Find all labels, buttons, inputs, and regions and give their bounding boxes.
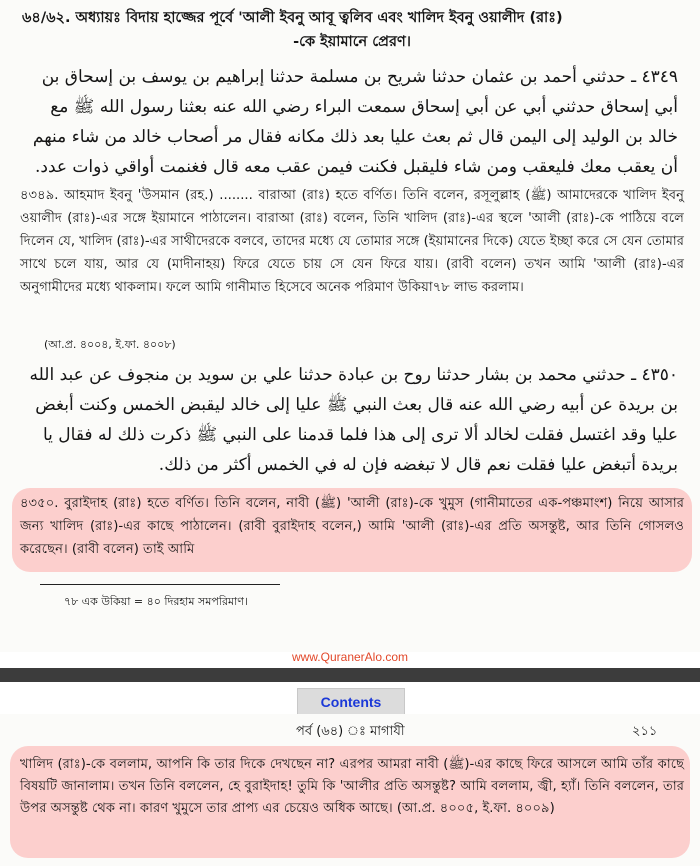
hadith-4350-bangla: ৪৩৫০. বুরাইদাহ (রাঃ) হতে বর্ণিত। তিনি বলেন, নাবী (ﷺ) 'আলী (রাঃ)-কে খুমুস (গানীমাতের এক-পঞ্চমাংশ) নিয়ে আসার জন্য খালিদ (রাঃ)-এর কাছে পাঠালেন। (রাবী বুরাইদাহ বলেন,) আমি 'আলী (রাঃ)-এর প্রতি অসন্তুষ্ট, আর তিনি গোসলও করেছেন। (রাবী বলেন) তাই আমি — [20, 496, 684, 557]
page-separator-bar — [0, 668, 700, 682]
hadith-4349-citation: (আ.প্র. ৪০০৪, ই.ফা. ৪০০৮) — [44, 338, 176, 351]
footnote-divider — [40, 584, 280, 585]
contents-button[interactable]: Contents — [297, 688, 405, 716]
footnote: ৭৮ এক উকিয়া = ৪০ দিরহাম সমপরিমাণ। — [64, 595, 248, 608]
chapter-heading-line1: ৬৪/৬২. অধ্যায়ঃ বিদায় হাজ্জের পূর্বে 'আলী ইবনু আবূ ত্বলিব এবং খালিদ ইবনু ওয়ালীদ (রাঃ) — [22, 10, 563, 26]
page-number: ২১১ — [632, 724, 658, 739]
page-header-title: পর্ব (৬৪) ঃ মাগাযী — [296, 724, 405, 739]
hadith-4349-arabic: ٤٣٤٩ ـ حدثني أحمد بن عثمان حدثنا شريح بن مسلمة حدثنا إبراهيم بن يوسف بن إسحاق بن أبي إسحاق حدثني أبي عن أبي إسحاق سمعت البراء رضي الله عنه بعثنا رسول الله ﷺ مع خالد بن الوليد إلى اليمن قال ثم بعث عليا بعد ذلك مكانه فقال مر أصحاب خالد من شاء منهم أن يعقب معك فليعقب ومن شاء فليقبل فكنت فيمن عقب معه قال فغنمت أواقي ذوات عدد. — [32, 67, 678, 177]
hadith-4349-bangla: ৪৩৪৯. আহমাদ ইবনু 'উসমান (রহ.) ........ বারাআ (রাঃ) হতে বর্ণিত। তিনি বলেন, রসূলুল্লাহ (ﷺ) আমাদেরকে খালিদ ইবনু ওয়ালীদ (রাঃ)-এর সঙ্গে ইয়ামানে পাঠালেন। বারাআ (রাঃ) বলেন, তিনি খালিদ (রাঃ)-এর স্থলে 'আলী (রাঃ)-কে পাঠিয়ে বলে দিলেন যে, খালিদ (রাঃ)-এর সাথীদেরকে বলবে, তাদের মধ্যে যে তোমার সঙ্গে (ইয়ামানের দিকে) যেতে ইচ্ছা করে সে যেন তোমার সাথে চলে যায়, আর যে (মাদীনাহয়) ফিরে যেতে চায় সে যেন ফিরে যায়। (রাবী বলেন) তখন আমি 'আলী (রাঃ)-এর অনুগামীদের মধ্যে থাকলাম। ফলে আমি গানীমাত হিসেবে অনেক পরিমাণ উকিয়া৭৮ লাভ করলাম। — [20, 188, 684, 295]
book-page-bottom — [0, 714, 700, 866]
site-watermark: www.QuranerAlo.com — [291, 650, 409, 664]
hadith-4350-continuation: খালিদ (রাঃ)-কে বললাম, আপনি কি তার দিকে দেখছেন না? এরপর আমরা নাবী (ﷺ)-এর কাছে ফিরে আসলে আমি তাঁর কাছে বিষয়টি জানালাম। তখন তিনি বললেন, হে বুরাইদাহ! তুমি কি 'আলীর প্রতি অসন্তুষ্ট? আমি বললাম, জ্বী, হ্যাঁ। তিনি বললেন, তার উপর অসন্তুষ্ট থেক না। কারণ খুমুসে তার প্রাপ্য এর চেয়েও অধিক আছে। (আ.প্র. ৪০০৫, ই.ফা. ৪০০৯) — [20, 757, 684, 816]
hadith-4350-arabic: ٤٣٥٠ ـ حدثني محمد بن بشار حدثنا روح بن عبادة حدثنا علي بن سويد بن منجوف عن عبد الله بن بريدة عن أبيه رضي الله عنه قال بعث النبي ﷺ عليا إلى خالد ليقبض الخمس وكنت أبغض عليا وقد اغتسل فقلت لخالد ألا ترى إلى هذا فلما قدمنا على النبي ﷺ ذكرت ذلك له فقال يا بريدة أتبغض عليا فقلت نعم قال لا تبغضه فإن له في الخمس أكثر من ذلك. — [29, 365, 678, 475]
chapter-heading — [22, 6, 682, 54]
chapter-heading-line2: -কে ইয়ামানে প্রেরণ। — [293, 34, 411, 50]
